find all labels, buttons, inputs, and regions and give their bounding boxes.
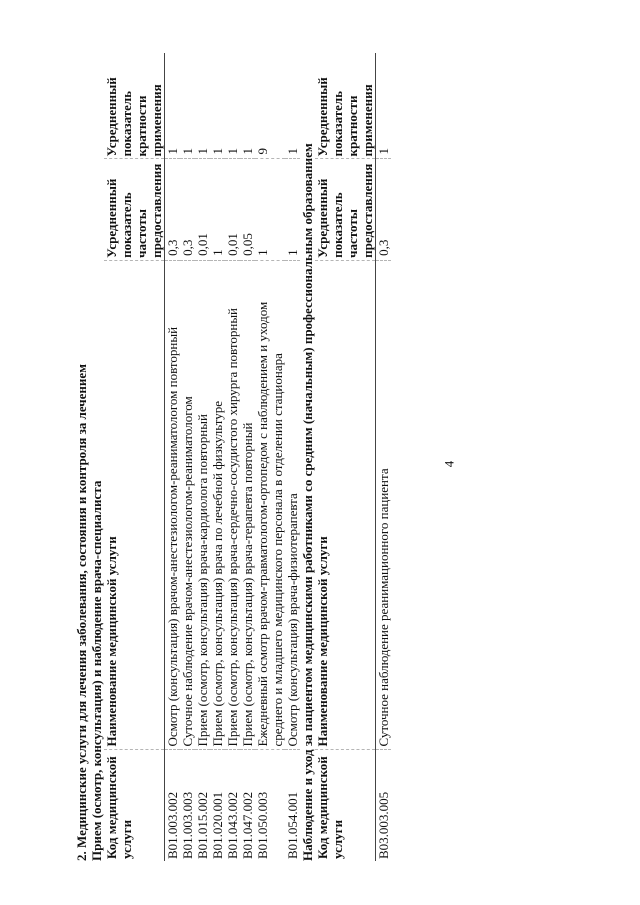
multiplicity-value: 1 [285,53,300,159]
rotated-page [74,53,574,861]
multiplicity-value: 1 [225,53,240,159]
section-title: 2. Медицинские услуги для лечения заболевания, состояния и контроля за лечением [74,363,89,861]
nursing-services-table [315,53,391,861]
service-name: Ежедневный осмотр врачом-травматологом-ортопедом с наблюдением и уходом среднего и младшего медицинского персонала в отделении стационара [255,260,285,749]
table-row [180,53,195,861]
table-row [195,53,210,861]
multiplicity-value: 1 [210,53,225,159]
frequency-value: 0,3 [180,159,195,260]
multiplicity-value: 1 [195,53,210,159]
service-code: B01.003.002 [165,791,180,859]
service-code: B03.003.005 [376,791,391,859]
frequency-value: 0,01 [225,159,240,260]
table-row [240,53,255,861]
services-table [104,53,300,861]
service-code: B01.003.003 [180,791,195,859]
multiplicity-value: 1 [165,53,181,159]
section-2-title: Наблюдение и уход за пациентом медицинскими работниками со средним (начальным) профессиональным образованием [300,143,315,861]
table-row [210,53,225,861]
header-multiplicity: Усредненный показатель кратности применения [315,53,376,159]
service-name: Осмотр (консультация) врачом-анестезиологом-реаниматологом повторный [165,260,181,749]
frequency-value: 0,01 [195,159,210,260]
header-name: Наименование медицинской услуги [104,260,165,749]
header-frequency: Усредненный показатель частоты предоставления [104,159,165,260]
header-code: Код медицинской услуги [315,749,376,861]
service-code: B01.047.002 [240,791,255,859]
service-name: Прием (осмотр, консультация) врача-кардиолога повторный [195,260,210,749]
frequency-value: 1 [285,159,300,260]
frequency-value: 1 [255,159,285,260]
table-row [285,53,300,861]
service-name: Суточное наблюдение реанимационного пациента [376,260,392,749]
service-code: B01.020.001 [210,791,225,859]
service-name: Прием (осмотр, консультация) врача-сердечно-сосудистого хирурга повторный [225,260,240,749]
page-number: 4 [441,460,457,468]
service-name: Прием (осмотр, консультация) врача-терапевта повторный [240,260,255,749]
table-row [376,53,392,861]
table-row [225,53,240,861]
service-name: Прием (осмотр, консультация) врача по лечебной физкультуре [210,260,225,749]
table-header-row [104,53,165,861]
header-frequency: Усредненный показатель частоты предоставления [315,159,376,260]
service-code: B01.043.002 [225,791,240,859]
table-header-row [315,53,376,861]
table-row [255,53,285,861]
service-code: B01.015.002 [195,791,210,859]
service-code: B01.054.001 [285,791,300,859]
header-name: Наименование медицинской услуги [315,260,376,749]
service-code: B01.050.003 [255,791,270,859]
service-name: Осмотр (консультация) врача-физиотерапевта [285,260,300,749]
header-multiplicity: Усредненный показатель кратности применения [104,53,165,159]
document-body [74,53,391,861]
frequency-value: 0,05 [240,159,255,260]
frequency-value: 1 [210,159,225,260]
header-code: Код медицинской услуги [104,749,165,861]
table-row [165,53,181,861]
multiplicity-value: 9 [255,53,285,159]
section-subtitle: Прием (осмотр, консультация) и наблюдение врача-специалиста [89,480,104,861]
multiplicity-value: 1 [180,53,195,159]
frequency-value: 0,3 [165,159,181,260]
service-name: Суточное наблюдение врачом-анестезиологом-реаниматологом [180,260,195,749]
multiplicity-value: 1 [240,53,255,159]
multiplicity-value: 1 [376,53,392,159]
frequency-value: 0,3 [376,159,392,260]
